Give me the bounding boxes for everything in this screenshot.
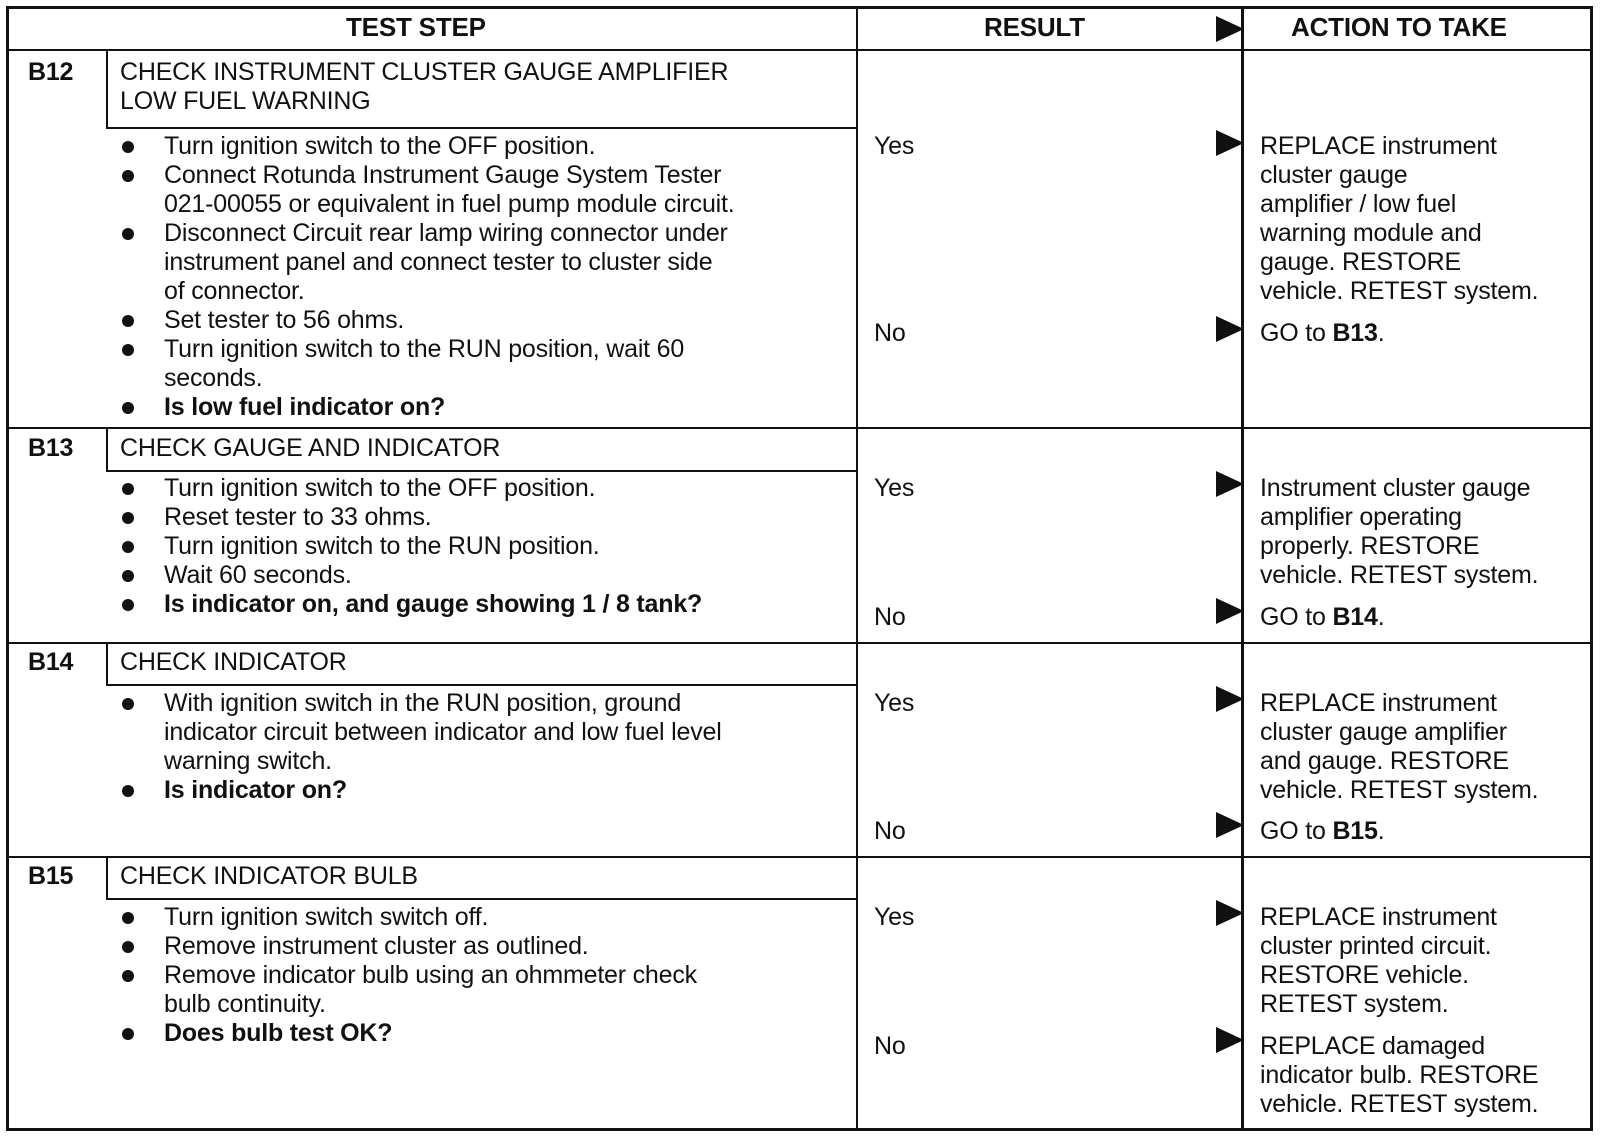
result-yes: Yes bbox=[874, 903, 915, 931]
bullet-icon bbox=[122, 912, 134, 924]
id-divider-b14 bbox=[106, 642, 108, 685]
action-no: GO to B14. bbox=[1260, 603, 1385, 631]
header-action: ACTION TO TAKE bbox=[1291, 12, 1507, 42]
action-yes: REPLACE instrument cluster gauge amplifier and gauge. RESTORE vehicle. RETEST system. bbox=[1260, 689, 1539, 804]
step-bullets bbox=[114, 132, 735, 422]
bullet-item: With ignition switch in the RUN position, ground indicator circuit between indicator and low fuel level warning switch. bbox=[114, 689, 722, 776]
bullet-icon bbox=[122, 785, 134, 797]
title-underline-b12 bbox=[106, 127, 857, 129]
bullet-question: Is indicator on? bbox=[114, 776, 722, 805]
step-title: LOW FUEL WARNING bbox=[120, 87, 371, 115]
result-yes: Yes bbox=[874, 474, 915, 502]
header-divider bbox=[6, 49, 1593, 51]
action-no: GO to B13. bbox=[1260, 319, 1385, 347]
column-divider-result bbox=[856, 6, 858, 1131]
step-bullets bbox=[114, 474, 702, 619]
bullet-question: Does bulb test OK? bbox=[114, 1019, 697, 1048]
bullet-icon bbox=[122, 170, 134, 182]
yes-arrow-icon bbox=[1216, 686, 1244, 712]
title-underline-b13 bbox=[106, 470, 857, 472]
bullet-item: Wait 60 seconds. bbox=[114, 561, 702, 590]
bullet-item: Reset tester to 33 ohms. bbox=[114, 503, 702, 532]
bullet-icon bbox=[122, 570, 134, 582]
result-no: No bbox=[874, 319, 906, 347]
step-id: B13 bbox=[28, 434, 74, 462]
bullet-item: Set tester to 56 ohms. bbox=[114, 306, 735, 335]
bullet-icon bbox=[122, 483, 134, 495]
header-test-step: TEST STEP bbox=[346, 12, 486, 42]
result-no: No bbox=[874, 1032, 906, 1060]
bullet-item: Turn ignition switch switch off. bbox=[114, 903, 697, 932]
bullet-item: Remove instrument cluster as outlined. bbox=[114, 932, 697, 961]
bullet-icon bbox=[122, 402, 134, 414]
table-border-right bbox=[1590, 6, 1593, 1131]
row-divider-b13 bbox=[6, 427, 1593, 429]
no-arrow-icon bbox=[1216, 1027, 1244, 1053]
id-divider-b15 bbox=[106, 856, 108, 899]
result-no: No bbox=[874, 817, 906, 845]
header-arrow-icon bbox=[1216, 16, 1244, 42]
bullet-item: Connect Rotunda Instrument Gauge System Tester 021-00055 or equivalent in fuel pump module circuit. bbox=[114, 161, 735, 219]
bullet-item: Turn ignition switch to the OFF position. bbox=[114, 474, 702, 503]
bullet-icon bbox=[122, 315, 134, 327]
step-bullets bbox=[114, 689, 722, 805]
action-no: REPLACE damaged indicator bulb. RESTORE vehicle. RETEST system. bbox=[1260, 1032, 1539, 1118]
no-arrow-icon bbox=[1216, 316, 1244, 342]
step-title: CHECK INSTRUMENT CLUSTER GAUGE AMPLIFIER bbox=[120, 58, 729, 86]
bullet-icon bbox=[122, 541, 134, 553]
bullet-item: Remove indicator bulb using an ohmmeter check bulb continuity. bbox=[114, 961, 697, 1019]
bullet-item: Turn ignition switch to the RUN position. bbox=[114, 532, 702, 561]
bullet-question: Is low fuel indicator on? bbox=[114, 393, 735, 422]
action-yes: REPLACE instrument cluster gauge amplifier / low fuel warning module and gauge. RESTORE vehicle. RETEST system. bbox=[1260, 132, 1539, 305]
table-border-bottom bbox=[6, 1128, 1593, 1131]
bullet-icon bbox=[122, 512, 134, 524]
bullet-icon bbox=[122, 344, 134, 356]
id-divider-b12 bbox=[106, 49, 108, 127]
bullet-icon bbox=[122, 970, 134, 982]
step-title: CHECK INDICATOR BULB bbox=[120, 862, 418, 890]
title-underline-b15 bbox=[106, 898, 857, 900]
no-arrow-icon bbox=[1216, 598, 1244, 624]
step-id: B12 bbox=[28, 58, 74, 86]
bullet-question: Is indicator on, and gauge showing 1 / 8 tank? bbox=[114, 590, 702, 619]
bullet-item: Turn ignition switch to the OFF position. bbox=[114, 132, 735, 161]
result-yes: Yes bbox=[874, 132, 915, 160]
table-border-top bbox=[6, 6, 1593, 9]
step-id: B15 bbox=[28, 862, 74, 890]
row-divider-b14 bbox=[6, 642, 1593, 644]
step-title: CHECK GAUGE AND INDICATOR bbox=[120, 434, 501, 462]
table-border-left bbox=[6, 6, 9, 1131]
id-divider-b13 bbox=[106, 427, 108, 471]
yes-arrow-icon bbox=[1216, 130, 1244, 156]
no-arrow-icon bbox=[1216, 812, 1244, 838]
action-no: GO to B15. bbox=[1260, 817, 1385, 845]
action-yes: Instrument cluster gauge amplifier operating properly. RESTORE vehicle. RETEST system. bbox=[1260, 474, 1539, 589]
step-bullets bbox=[114, 903, 697, 1048]
bullet-icon bbox=[122, 698, 134, 710]
bullet-item: Disconnect Circuit rear lamp wiring connector under instrument panel and connect tester to cluster side of connector. bbox=[114, 219, 735, 306]
yes-arrow-icon bbox=[1216, 900, 1244, 926]
bullet-item: Turn ignition switch to the RUN position, wait 60 seconds. bbox=[114, 335, 735, 393]
header-result: RESULT bbox=[984, 12, 1085, 42]
bullet-icon bbox=[122, 941, 134, 953]
bullet-icon bbox=[122, 228, 134, 240]
bullet-icon bbox=[122, 1028, 134, 1040]
row-divider-b15 bbox=[6, 856, 1593, 858]
column-divider-action bbox=[1241, 6, 1244, 1131]
action-yes: REPLACE instrument cluster printed circuit. RESTORE vehicle. RETEST system. bbox=[1260, 903, 1497, 1018]
title-underline-b14 bbox=[106, 684, 857, 686]
yes-arrow-icon bbox=[1216, 471, 1244, 497]
bullet-icon bbox=[122, 141, 134, 153]
step-id: B14 bbox=[28, 648, 74, 676]
result-no: No bbox=[874, 603, 906, 631]
bullet-icon bbox=[122, 599, 134, 611]
step-title: CHECK INDICATOR bbox=[120, 648, 347, 676]
diagnostic-table bbox=[6, 6, 1593, 1132]
result-yes: Yes bbox=[874, 689, 915, 717]
